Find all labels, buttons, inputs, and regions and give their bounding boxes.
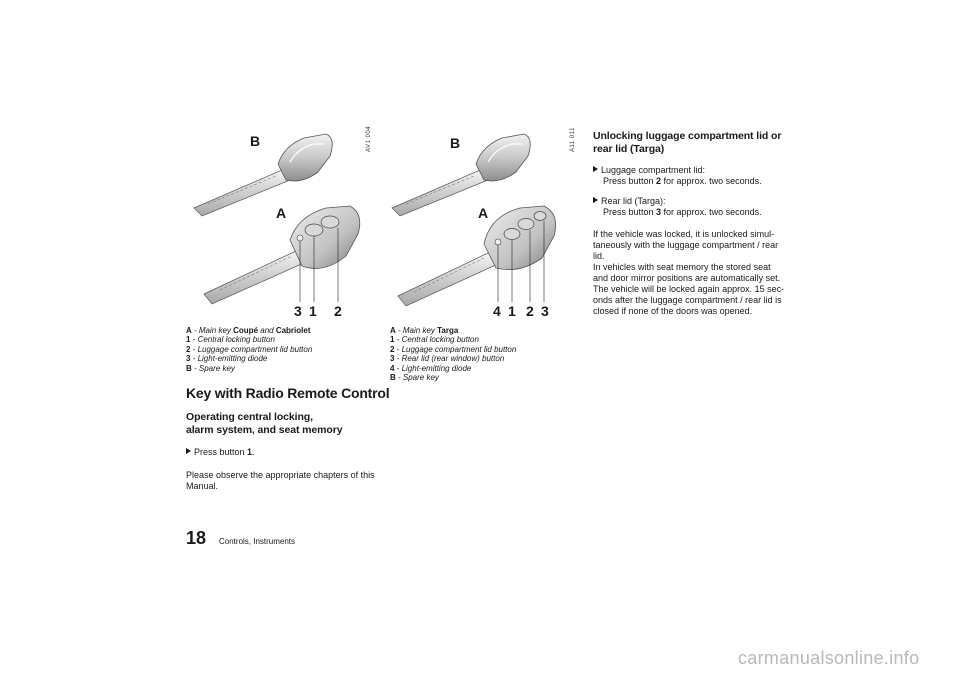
legend-item: 3 - Light-emitting diode (186, 354, 268, 364)
spare-key-illustration (392, 134, 530, 216)
page-number: 18 (186, 528, 207, 548)
heading-operating-central-locking: Operating central locking, alarm system, and seat memory (186, 411, 343, 436)
legend-item: B - Spare key (186, 363, 235, 373)
heading-unlocking-luggage: Unlocking luggage compartment lid or rear lid (Targa) (593, 130, 782, 155)
callout-3: 3 (294, 303, 302, 319)
legend-left (186, 326, 312, 373)
legend-item: 2 - Luggage compartment lid button (186, 344, 313, 354)
legend-item: 4 - Light-emitting diode (390, 363, 472, 373)
legend-right (390, 326, 516, 382)
heading-key-radio-remote: Key with Radio Remote Control (186, 385, 390, 401)
legend-item: A - Main key Coupé and Cabriolet (186, 326, 311, 335)
figure-code-right: A11 011 (570, 127, 576, 152)
bullet-press-button-1: Press button 1. (186, 447, 255, 458)
section-title: Controls, Instruments (219, 537, 296, 546)
label-main-key: A (276, 205, 287, 221)
label-main-key: A (478, 205, 489, 221)
figure-key-coupe-cabriolet (186, 124, 376, 320)
callout-1: 1 (508, 303, 516, 319)
legend-item: 1 - Central locking button (390, 335, 479, 345)
legend-item: 2 - Luggage compartment lid button (390, 344, 517, 354)
watermark: carmanualsonline.info (738, 648, 920, 668)
callout-2: 2 (526, 303, 534, 319)
paragraph-observe-chapters: Please observe the appropriate chapters of this Manual. (186, 470, 375, 491)
legend-item: 3 - Rear lid (rear window) button (390, 354, 505, 364)
callout-1: 1 (309, 303, 317, 319)
triangle-bullet-icon (186, 448, 191, 454)
legend-item: A - Main key Targa (390, 326, 459, 335)
callout-3: 3 (541, 303, 549, 319)
main-key-illustration (398, 206, 556, 306)
triangle-bullet-icon (593, 166, 598, 172)
paragraph-unlock-info: If the vehicle was locked, it is unlocked simul- taneously with the luggage compartment / rear lid. In vehicles with seat memory the stored seat and door mirror positions are automatically set. The vehicle will be locked again approx. 15 sec- onds after the luggage compartment / rear lid is closed if none of the doors was opened. (593, 229, 785, 316)
callout-4: 4 (493, 303, 501, 319)
label-spare-key: B (250, 133, 261, 149)
label-spare-key: B (450, 135, 461, 151)
figure-key-targa (384, 124, 564, 320)
figure-code-left: AV1 004 (366, 125, 372, 152)
legend-item: 1 - Central locking button (186, 335, 275, 345)
spare-key-illustration (194, 134, 332, 216)
legend-item: B - Spare key (390, 373, 439, 383)
bullet-rear-lid: Rear lid (Targa): Press button 3 for approx. two seconds. (593, 196, 762, 218)
bullet-luggage-lid: Luggage compartment lid: Press button 2 for approx. two seconds. (593, 165, 762, 187)
triangle-bullet-icon (593, 197, 598, 203)
callout-2: 2 (334, 303, 342, 319)
